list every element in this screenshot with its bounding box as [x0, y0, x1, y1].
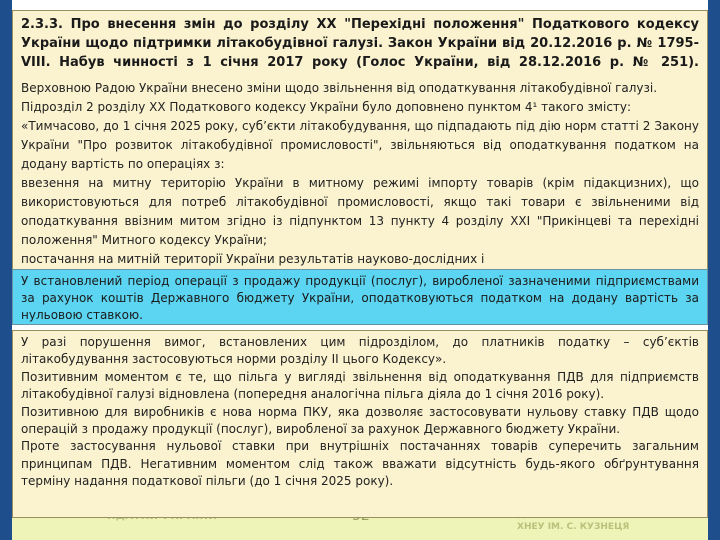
paragraph: постачання на митній території України результатів науково-дослідних і [21, 252, 485, 266]
highlight-box [12, 269, 708, 325]
bottom-text [21, 334, 699, 491]
paragraph: «Тимчасово, до 1 січня 2025 року, суб’єкти літакобудування, що підпадають під дію норм статті 2 Закону України "Про розвиток літакобудівної промисловості", звільняються від оподаткування податком на додану вартість по операціях з: [21, 119, 699, 171]
section-heading: 2.3.3. Про внесення змін до розділу ХХ "Перехідні положення" Податкового кодексу України щодо підтримки літакобудівної галузі. Закон України від 20.12.2016 р. № 1795-VIII. Набув чинності з 1 січня 2017 року (Голос України, від 28.12.2016 р. № 251). [21, 17, 699, 70]
paragraph: Проте застосування нульової ставки при внутрішніх постачаннях товарів суперечить загальним принципам ПДВ. Негативним моментом слід також вважати відсутність будь-якого обґрунтування терміну надання податкової пільги (до 1 січня 2025 року). [21, 439, 699, 489]
paragraph: Позитивною для виробників є нова норма ПКУ, яка дозволяє застосовувати нульову ставку ПДВ щодо операцій з продажу продукції (послуг), виробленої за рахунок Державного бюджету України. [21, 404, 699, 437]
paragraph: Підрозділ 2 розділу ХХ Податкового кодексу України було доповнено пунктом 4¹ такого змісту: [21, 100, 632, 114]
top-text-box [12, 10, 708, 272]
paragraph: У разі порушення вимог, встановлених цим підрозділом, до платників податку – суб’єктів літакобудування застосовуються норми розділу ІІ цього Кодексу». [21, 335, 699, 367]
highlight-text: У встановлений період операції з продажу продукції (послуг), виробленої зазначеними підприємствами за рахунок коштів Державного бюджету України, оподатковуються податком на додану вартість за нульовою ставкою. [21, 274, 699, 322]
paragraph: Позитивним моментом є те, що пільга у вигляді звільнення від оподаткування ПДВ для підприємств літакобудівної галузі відновлена (попередня аналогічна пільга діяла до 1 січня 2016 року). [21, 369, 699, 402]
footer-right-line: ХНЕУ ІМ. С. КУЗНЕЦЯ [517, 522, 630, 532]
top-text [21, 79, 699, 269]
paragraph: ввезення на митну територію України в митному режимі імпорту товарів (крім підакцизних), що використовуються для потреб літакобудівної промисловості, якщо такі товари є звільненими від оподаткування ввізним митом згідно із підпунктом 13 пункту 4 розділу XXI "Прикінцеві та перехідні положення" Митного кодексу України; [21, 176, 699, 247]
bottom-text-box [12, 330, 708, 518]
paragraph: Верховною Радою України внесено зміни щодо звільнення від оподаткування літакобудівної галузі. [21, 81, 658, 95]
